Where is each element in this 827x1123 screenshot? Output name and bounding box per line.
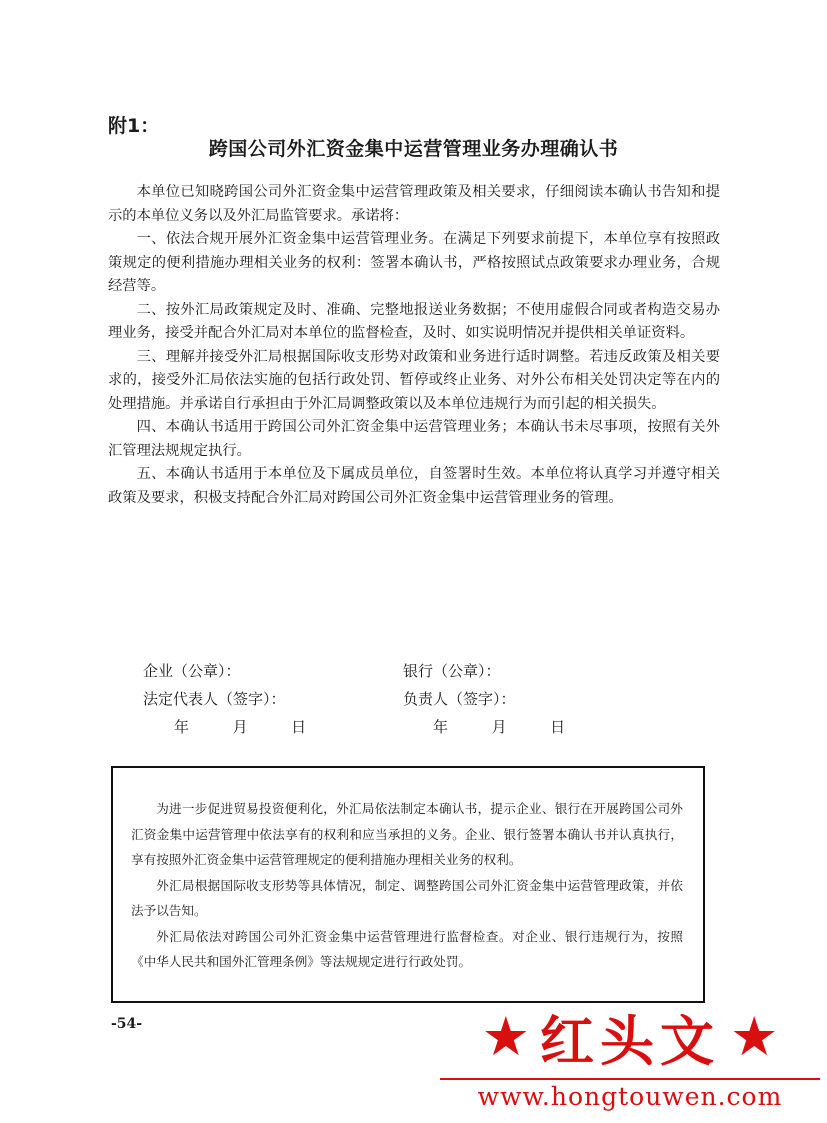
- notice-text: [131, 796, 683, 975]
- clause-4-paragraph: 四、本确认书适用于跨国公司外汇资金集中运营管理业务；本确认书未尽事项，按照有关外汇管理法规规定执行。: [108, 419, 720, 459]
- year-label: 年: [174, 718, 190, 736]
- notice-paragraph-1: 为进一步促进贸易投资便利化，外汇局依法制定本确认书，提示企业、银行在开展跨国公司外汇资金集中运营管理中依法享有的权利和应当承担的义务。企业、银行签署本确认书并认真执行，享有按照外汇资金集中运营管理规定的便利措施办理相关业务的权利。: [131, 801, 683, 867]
- bank-date-line: [433, 716, 565, 737]
- month-label: 月: [232, 718, 248, 736]
- watermark-divider: [440, 1078, 820, 1080]
- notice-paragraph-3: 外汇局依法对跨国公司外汇资金集中运营管理进行监督检查。对企业、银行违规行为，按照《中华人民共和国外汇管理条例》等法规规定进行行政处罚。: [131, 928, 683, 969]
- clause-2-paragraph: 二、按外汇局政策规定及时、准确、完整地报送业务数据；不使用虚假合同或者构造交易办理业务，接受并配合外汇局对本单位的监督检查，及时、如实说明情况并提供相关单证资料。: [108, 301, 720, 341]
- watermark: [440, 1002, 820, 1114]
- clause-3-paragraph: 三、理解并接受外汇局根据国际收支形势对政策和业务进行适时调整。若违反政策及相关要求的，接受外汇局依法实施的包括行政处罚、暂停或终止业务、对外公布相关处罚决定等在内的处理措施。并承诺自行承担由于外汇局调整政策以及本单位违规行为而引起的相关损失。: [108, 348, 720, 412]
- star-icon: ★: [730, 1005, 779, 1068]
- clause-1-paragraph: 一、依法合规开展外汇资金集中运营管理业务。在满足下列要求前提下，本单位享有按照政策规定的便利措施办理相关业务的权利：签署本确认书，严格按照试点政策要求办理业务，合规经营等。: [108, 231, 720, 294]
- document-title: 跨国公司外汇资金集中运营管理业务办理确认书: [208, 138, 619, 160]
- month-label: 月: [491, 718, 507, 736]
- watermark-url: www.hongtouwen.com: [477, 1082, 783, 1111]
- attachment-label: 附1：: [108, 115, 160, 137]
- document-body: [108, 181, 720, 510]
- star-icon: ★: [481, 1005, 530, 1068]
- notice-box: [111, 766, 705, 1003]
- watermark-text: 红头文: [540, 1008, 720, 1073]
- year-label: 年: [433, 718, 449, 736]
- notice-paragraph-2: 外汇局根据国际收支形势等具体情况，制定、调整跨国公司外汇资金集中运营管理政策，并依法予以告知。: [131, 877, 683, 918]
- legal-rep-signature-label: 法定代表人（签字）：: [143, 690, 286, 708]
- page-number: -54-: [111, 1016, 143, 1032]
- responsible-person-signature-label: 负责人（签字）：: [403, 690, 516, 708]
- day-label: 日: [550, 718, 566, 736]
- clause-5-paragraph: 五、本确认书适用于本单位及下属成员单位，自签署时生效。本单位将认真学习并遵守相关政策及要求，积极支持配合外汇局对跨国公司外汇资金集中运营管理业务的管理。: [108, 466, 720, 506]
- company-seal-label: 企业（公章）：: [143, 662, 241, 680]
- company-date-line: [174, 716, 306, 737]
- intro-paragraph: 本单位已知晓跨国公司外汇资金集中运营管理政策及相关要求，仔细阅读本确认书告知和提示的本单位义务以及外汇局监管要求。承诺将：: [108, 184, 720, 224]
- bank-seal-label: 银行（公章）：: [403, 662, 501, 680]
- day-label: 日: [291, 718, 307, 736]
